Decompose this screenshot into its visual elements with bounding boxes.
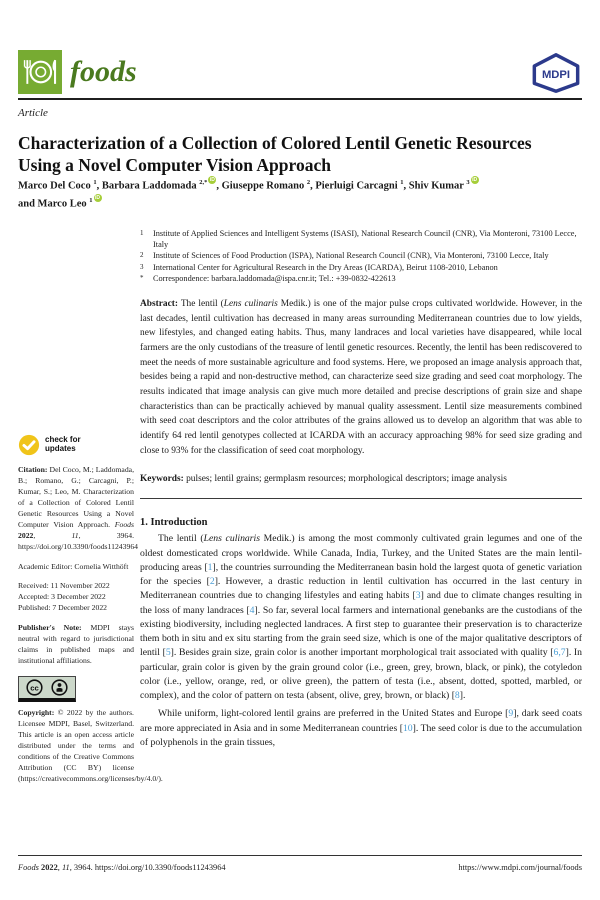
text-segment: , 3964. https://doi.org/10.3390/foods11243964 [69, 863, 226, 872]
text-segment: , [33, 530, 72, 540]
affiliation-item [140, 228, 582, 250]
text-segment: 2 [306, 179, 311, 186]
text-segment: 1 [400, 179, 404, 186]
text-segment: , Giuseppe Romano [216, 180, 307, 192]
reference-link[interactable]: 2 [209, 576, 215, 588]
footer-doi-link[interactable] [18, 863, 226, 872]
accepted-date: Accepted: 3 December 2022 [18, 592, 106, 602]
affiliation-item [140, 250, 582, 261]
keywords-label: Keywords: [140, 474, 184, 485]
affiliation-text: Institute of Sciences of Food Production (ISPA), National Research Council (CNR), Via Monteroni, 73100 Lecce, Italy [153, 251, 549, 261]
text-segment: The lentil ( [178, 298, 224, 309]
svg-text:MDPI: MDPI [541, 69, 571, 82]
text-segment: 11 [61, 863, 70, 872]
text-segment: ]. [459, 690, 466, 702]
intro-paragraph-2 [140, 707, 582, 750]
reference-link[interactable]: 1 [207, 561, 213, 573]
text-segment: * [204, 179, 208, 186]
text-segment: Foods [18, 863, 42, 872]
text-segment: ]. However, a drastic reduction in lentil cultivation has occurred in the last century in Mediterranean countries due to changing lifestyles and eating habits [ [140, 576, 582, 602]
published-date: Published: 7 December 2022 [18, 603, 108, 613]
text-segment: While uniform, light-colored lentil grains are preferred in the United States and Europe [ [158, 708, 509, 720]
text-segment: The lentil ( [158, 533, 204, 545]
affiliation-marker: 1 [140, 229, 144, 237]
plate-fork-knife-icon [21, 53, 59, 91]
reference-link[interactable]: 6,7 [553, 647, 566, 659]
page-header [18, 50, 582, 100]
affiliation-list [140, 228, 582, 284]
text-segment: MDPI stays neutral with regard to jurisdictional claims in published maps and institutional affiliations. [18, 623, 134, 666]
correspondence-marker: * [140, 273, 144, 282]
dates-block [18, 581, 134, 614]
journal-name: foods [70, 55, 137, 88]
text-segment: 1 [93, 179, 97, 186]
author-line-1 [18, 176, 578, 194]
abstract-paragraph [140, 297, 582, 458]
text-segment: ]. So far, several local farmers and international genebanks are the custodians of the existing biodiversity, including neglected landraces. A first step to guarantee their preservation is to characterize them both in situ and ex situ starting from the grain seed size, which is one of the major qualitative descriptors of lentil [ [140, 604, 582, 659]
text-segment: 2, [199, 179, 205, 186]
abstract-label: Abstract: [140, 298, 179, 309]
mdpi-badge-icon [530, 52, 582, 94]
received-date: Received: 11 November 2022 [18, 581, 110, 591]
text-segment: 2022 [41, 863, 58, 872]
reference-link[interactable]: 10 [402, 722, 413, 734]
citation-block[interactable] [18, 465, 139, 553]
text-segment: ], the countries surrounding the Mediterranean basin hold the largest quota of genetic variation for the species [ [140, 561, 582, 588]
text-segment: 1 [89, 197, 93, 205]
text-segment: Medik.) is among the most commonly cultivated grain legumes and one of the oldest domesticated crops worldwide. While Canada, India, Turkey, and the United States are the main lentil-producing areas [ [140, 533, 582, 573]
text-segment: Lens culinaris [223, 298, 278, 309]
page-footer [18, 855, 582, 872]
academic-editor-line: Academic Editor: Cornelia Witthöft [18, 561, 129, 571]
mdpi-logo[interactable] [530, 52, 582, 99]
paper-title: Characterization of a Collection of Colored Lentil Genetic Resources Using a Novel Computer Vision Approach [18, 132, 532, 176]
keywords-text: pulses; lentil grains; germplasm resources; morphological descriptors; image analysis [183, 474, 507, 485]
text-segment: , [57, 863, 62, 872]
affiliation-item [140, 262, 582, 273]
reference-link[interactable]: 5 [165, 647, 171, 659]
affiliation-marker: 2 [140, 251, 144, 260]
text-segment: 2022 [18, 530, 34, 540]
text-segment: ]. The seed color is due to the accumulation of polyphenols in the grain tissues, [140, 722, 582, 748]
article-type-label: Article [18, 107, 48, 119]
text-segment: Lens culinaris [203, 533, 260, 545]
cc-icon [26, 679, 43, 696]
text-segment: , Pierluigi Carcagni [310, 180, 401, 192]
text-segment: Citation: [18, 465, 50, 474]
affiliation-text: Institute of Applied Sciences and Intelligent Systems (ISASI), National Research Council (CNR), Via Monteroni, 73100 Lecce, Italy [153, 229, 577, 250]
text-segment: 11 [71, 530, 79, 540]
text-segment: Marco Del Coco [18, 180, 94, 192]
text-segment: Copyright: [18, 708, 58, 717]
text-segment: ]. In particular, grain color is given by the grain ground color (i.e., green, grey, brown, black, or pink), the cotyledon color (i.e., yellow, orange, red, or olive green), the pattern of testa (i.e., absent, dotted, spotted, marbled, or complex), and the color of pattern on testa (absent, olive, grey, brown, or black) [ [140, 647, 582, 702]
author-line-2 [18, 194, 578, 212]
reference-link[interactable]: 4 [249, 604, 255, 616]
section-heading-introduction: 1. Introduction [140, 517, 208, 529]
text-segment: Del Coco, M.; Laddomada, B.; Romano, G.; Carcagni, P.; Kumar, S.; Leo, M. Characterization of a Collection of Colored Lentil Genetic Resources Using a Novel Computer Vision Approach. [18, 465, 134, 529]
correspondence-email-line[interactable]: Correspondence: barbara.laddomada@ispa.cnr.it; Tel.: +39-0832-422613 [153, 273, 396, 283]
reference-link[interactable]: 8 [454, 690, 460, 702]
footer-journal-url[interactable]: https://www.mdpi.com/journal/foods [458, 863, 582, 872]
author-list [18, 176, 578, 212]
check-icon [18, 434, 40, 456]
affiliation-text: International Center for Agricultural Research in the Dry Areas (ICARDA), Beirut 1108-2010, Lebanon [153, 262, 498, 272]
reference-link[interactable]: 9 [508, 708, 514, 720]
svg-text:cc: cc [30, 683, 39, 693]
by-person-icon [51, 679, 68, 696]
text-segment: iD [209, 177, 215, 183]
keywords-paragraph [140, 472, 582, 486]
text-segment: Publisher's Note: [18, 623, 91, 633]
affiliation-marker: 3 [140, 262, 144, 271]
copyright-block [18, 708, 163, 785]
text-segment: iD [95, 195, 101, 202]
text-segment: ] and due to climate changes resulting in the loss of many landraces [ [140, 590, 582, 616]
text-segment: , Barbara Laddomada [96, 180, 200, 192]
abstract-divider [140, 498, 582, 499]
text-segment: 3 [466, 179, 470, 186]
foods-plate-icon [18, 50, 62, 94]
text-segment: ]. Besides grain size, grain color is another important morphological trait associated with quality [ [170, 647, 554, 659]
check-for-updates-label: check for updates [45, 435, 81, 453]
abstract-text [140, 299, 582, 456]
text-segment: and Marco Leo [18, 198, 90, 210]
text-segment: ], dark seed coats are more appreciated in Asia and in some Mediterranean countries [ [140, 708, 582, 734]
reference-link[interactable]: 3 [415, 590, 421, 602]
foods-journal-logo[interactable] [18, 50, 137, 94]
check-for-updates-button[interactable] [18, 434, 134, 456]
text-segment: Medik.) is one of the major pulse crops cultivated worldwide. However, in the last decades, lentil cultivation has decreased in many areas surrounding Mediterranean countries due to low yields, new lifestyles, and changed eating habits. Thus, many landraces and local varieties have disappeared, while local farmers are the only custodians of the treasure of lentil genetic resources. Recently, the lentil has been rediscovered to meet the needs of more sustainable agriculture and food systems. Here, we proposed an image analysis approach that, besides being a rapid and non-destructive method, can characterize seed size grading and seed coat morphology. The results indicated that image analysis can give much more detailed and precise descriptions of grain size and shape characteristics than can be practically achieved by manual quality assessment. Lentil size measurements combined with seed coat descriptors and the color attributes of the grains allowed us to develop an algorithm that was able to identify 64 red lentil genotypes collected at ICARDA with an accuracy approaching 98% for seed size grading and close to 93% for the classification of seed coat morphology. [140, 298, 583, 456]
intro-paragraph-1 [140, 532, 582, 703]
text-segment: iD [472, 177, 478, 183]
text-segment: , 3964. https://doi.org/10.3390/foods11243964 [18, 530, 139, 551]
text-segment: © 2022 by the authors. Licensee MDPI, Basel, Switzerland. This article is an open access article distributed under the terms and conditions of the Creative Commons Attribution (CC BY) license (https://creativecommons.org/licenses/by/4.0/). [18, 708, 163, 783]
text-segment: , Shiv Kumar [403, 180, 467, 192]
main-column [140, 228, 582, 750]
text-segment: Foods [114, 519, 134, 529]
correspondence-item [140, 273, 582, 284]
publishers-note [18, 623, 134, 667]
cc-by-license-badge[interactable] [18, 676, 76, 702]
